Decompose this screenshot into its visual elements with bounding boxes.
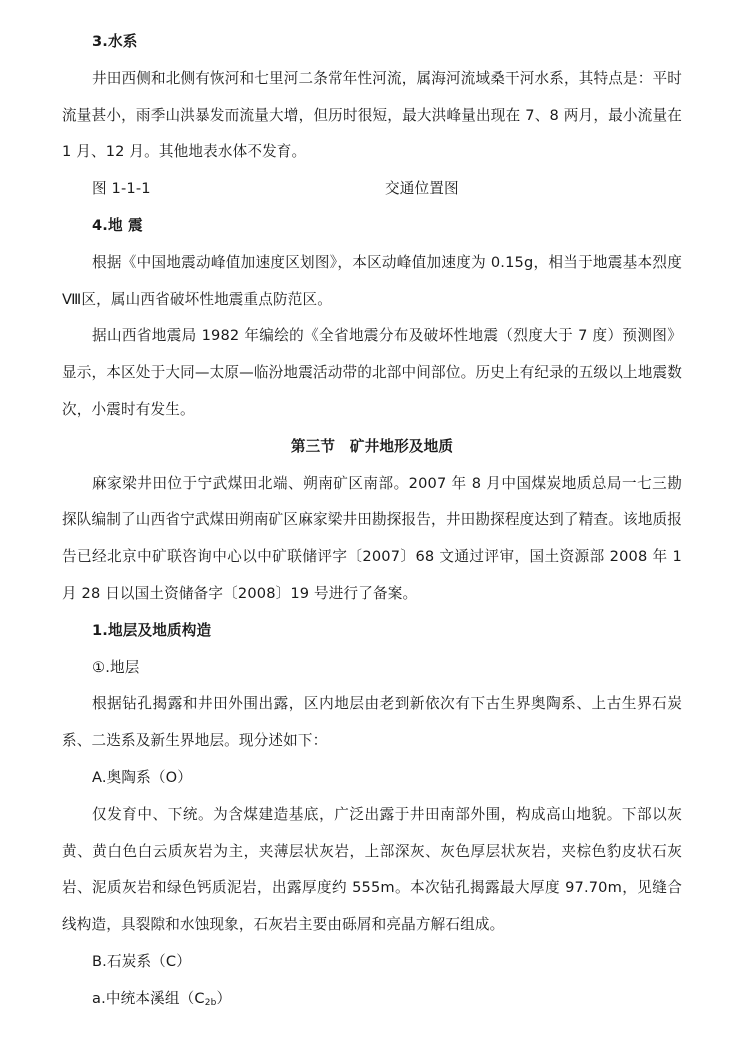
section-title: 第三节 矿井地形及地质 [290,437,454,455]
document-page [62,24,682,1018]
subheading-strata: ①.地层 [92,658,140,676]
heading-water-system: 3.水系 [92,33,138,50]
figure-caption [62,171,682,208]
benxi-close: ） [216,989,232,1007]
paragraph-earthquake-2: 据山西省地震局 1982 年编绘的《全省地震分布及破坏性地震（烈度大于 7 度）预测图》显示，本区处于大同—太原—临汾地震活动带的北部中间部位。历史上有纪录的五级以上地震数次，小震时有发生。 [62,327,682,418]
benxi-subscript: 2b [204,997,217,1008]
paragraph-mine-field: 麻家梁井田位于宁武煤田北端、朔南矿区南部。2007 年 8 月中国煤炭地质总局一七三勘探队编制了山西省宁武煤田朔南矿区麻家梁井田勘探报告，井田勘探程度达到了精查。该地质报告已经北京中矿联咨询中心以中矿联储评字〔2007〕68 文通过评审，国土资源部 2008 年 1 月 28 日以国土资储备字〔2008〕19 号进行了备案。 [62,474,682,602]
heading-strata-structure: 1.地层及地质构造 [92,621,212,639]
heading-earthquake: 4.地 震 [92,216,143,234]
paragraph-ordovician: 仅发育中、下统。为含煤建造基底，广泛出露于井田南部外围，构成高山地貌。下部以灰黄、黄白色白云质灰岩为主，夹薄层状灰岩，上部深灰、灰色厚层状灰岩，夹棕色豹皮状石灰岩、泥质灰岩和绿色钙质泥岩，出露厚度约 555m。本次钻孔揭露最大厚度 97.70m，见缝合线构造，具裂隙和水蚀现象，石灰岩主要由砾屑和亮晶方解石组成。 [62,805,682,934]
figure-number: 图 1-1-1 [92,180,151,198]
benxi-label: a.中统本溪组（C [92,989,205,1007]
paragraph-strata: 根据钻孔揭露和井田外围出露，区内地层由老到新依次有下古生界奥陶系、上古生界石炭系、二迭系及新生界地层。现分述如下： [62,695,682,750]
figure-title: 交通位置图 [385,180,459,198]
paragraph-earthquake-1: 根据《中国地震动峰值加速度区划图》，本区动峰值加速度为 0.15g，相当于地震基本烈度Ⅷ区，属山西省破坏性地震重点防范区。 [62,253,682,308]
heading-benxi-formation [62,981,682,1018]
heading-carboniferous: B.石炭系（C） [92,952,192,970]
heading-ordovician: A.奥陶系（O） [92,768,193,786]
paragraph-water-system: 井田西侧和北侧有恢河和七里河二条常年性河流，属海河流域桑干河水系，其特点是：平时流量甚小，雨季山洪暴发而流量大增，但历时很短，最大洪峰量出现在 7、8 两月，最小流量在 1 月、12 月。其他地表水体不发育。 [62,69,682,161]
